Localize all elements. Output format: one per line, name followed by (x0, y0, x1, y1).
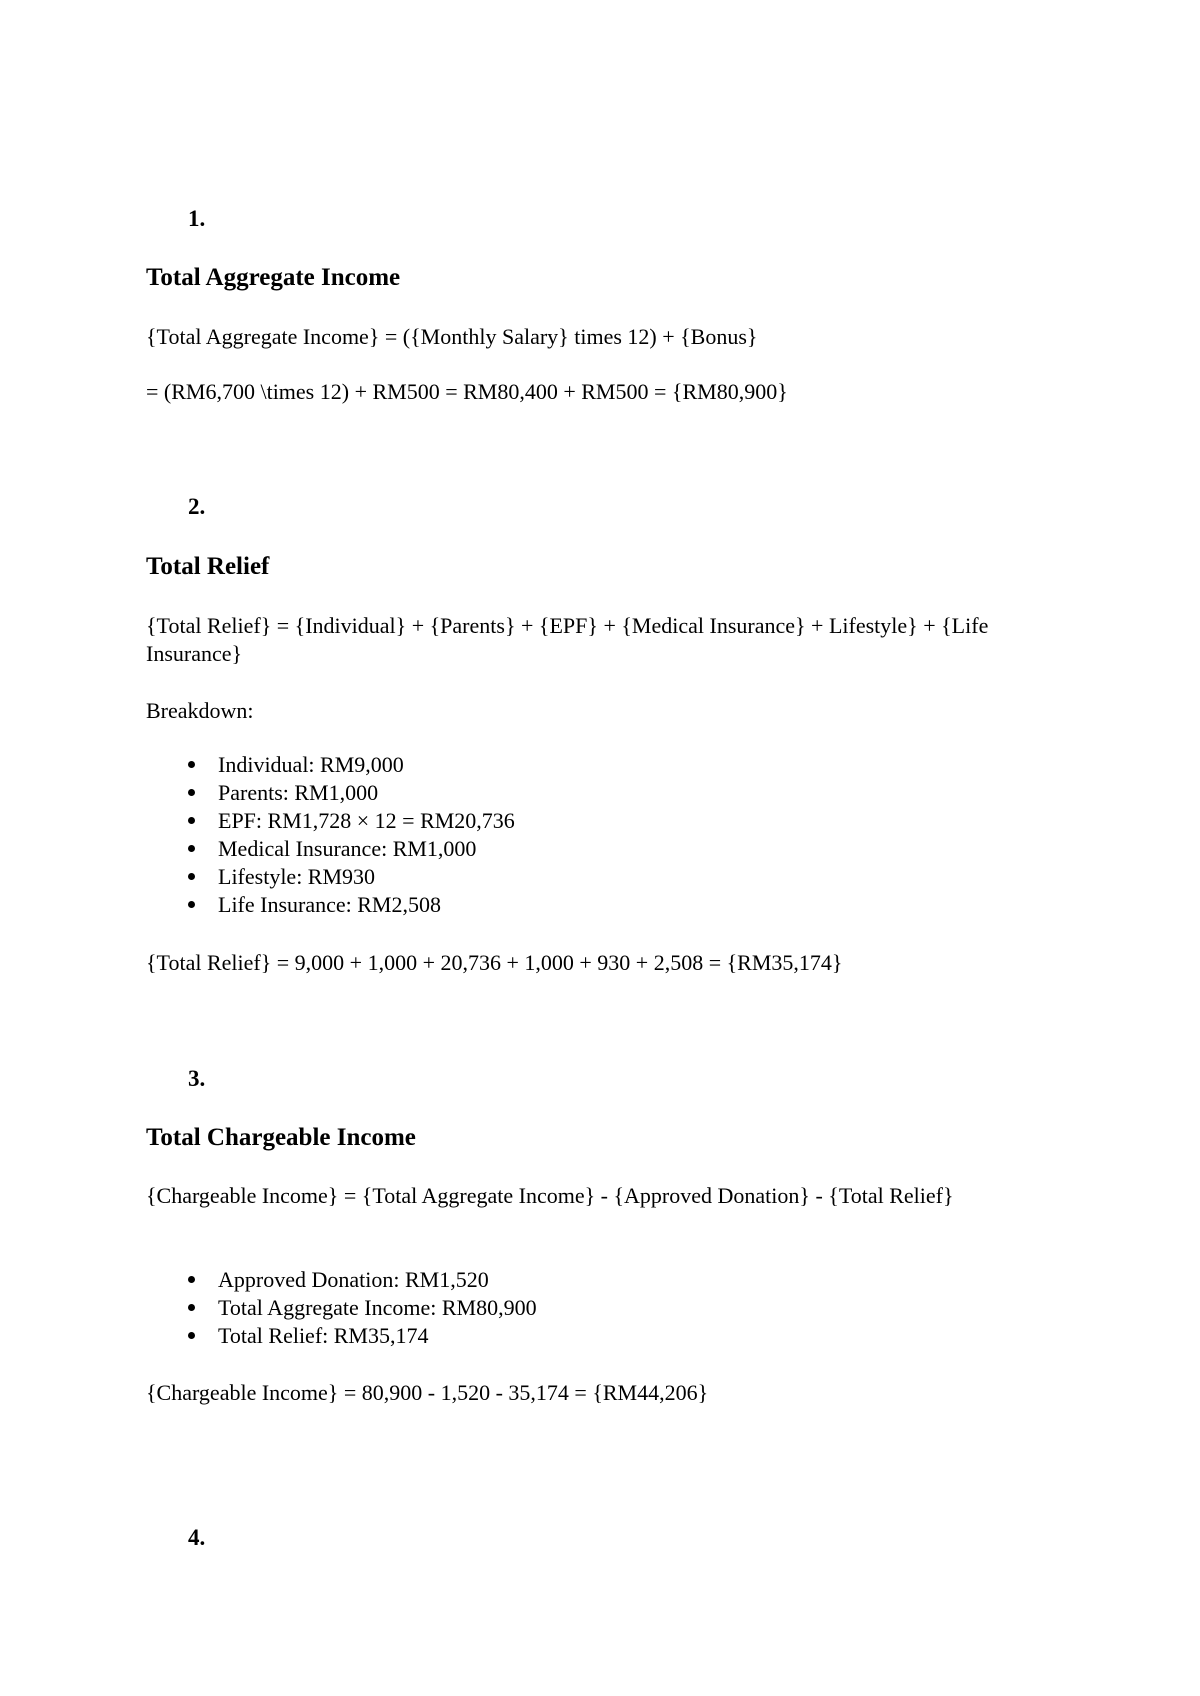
list-item: Medical Insurance: RM1,000 (146, 835, 515, 863)
section-1-heading: Total Aggregate Income (146, 264, 401, 291)
section-4-number: 4. (188, 1525, 206, 1550)
section-2-breakdown-list (146, 751, 515, 919)
list-item: Approved Donation: RM1,520 (146, 1266, 537, 1294)
list-item: Total Relief: RM35,174 (146, 1322, 537, 1350)
section-2-breakdown-label: Breakdown: (146, 698, 254, 723)
section-3-calculation: {Chargeable Income} = 80,900 - 1,520 - 35,174 = {RM44,206} (146, 1380, 709, 1405)
section-3-formula: {Chargeable Income} = {Total Aggregate Income} - {Approved Donation} - {Total Relief} (146, 1183, 954, 1208)
list-item: Individual: RM9,000 (146, 751, 515, 779)
section-1-number: 1. (188, 206, 206, 231)
section-3-number: 3. (188, 1066, 206, 1091)
list-item: Life Insurance: RM2,508 (146, 891, 515, 919)
section-2-calculation: {Total Relief} = 9,000 + 1,000 + 20,736 + 1,000 + 930 + 2,508 = {RM35,174} (146, 950, 843, 975)
list-item: Lifestyle: RM930 (146, 863, 515, 891)
section-1-calculation: = (RM6,700 \times 12) + RM500 = RM80,400 + RM500 = {RM80,900} (146, 379, 788, 404)
section-2-formula: {Total Relief} = {Individual} + {Parents} + {EPF} + {Medical Insurance} + Lifestyle} + {Life Insurance} (146, 613, 989, 666)
list-item: Parents: RM1,000 (146, 779, 515, 807)
section-2-number: 2. (188, 494, 206, 519)
section-1-formula: {Total Aggregate Income} = ({Monthly Salary} times 12) + {Bonus} (146, 324, 758, 349)
section-3-list (146, 1266, 537, 1350)
section-3-heading: Total Chargeable Income (146, 1124, 416, 1151)
list-item: Total Aggregate Income: RM80,900 (146, 1294, 537, 1322)
section-2-heading: Total Relief (146, 553, 270, 580)
list-item: EPF: RM1,728 × 12 = RM20,736 (146, 807, 515, 835)
